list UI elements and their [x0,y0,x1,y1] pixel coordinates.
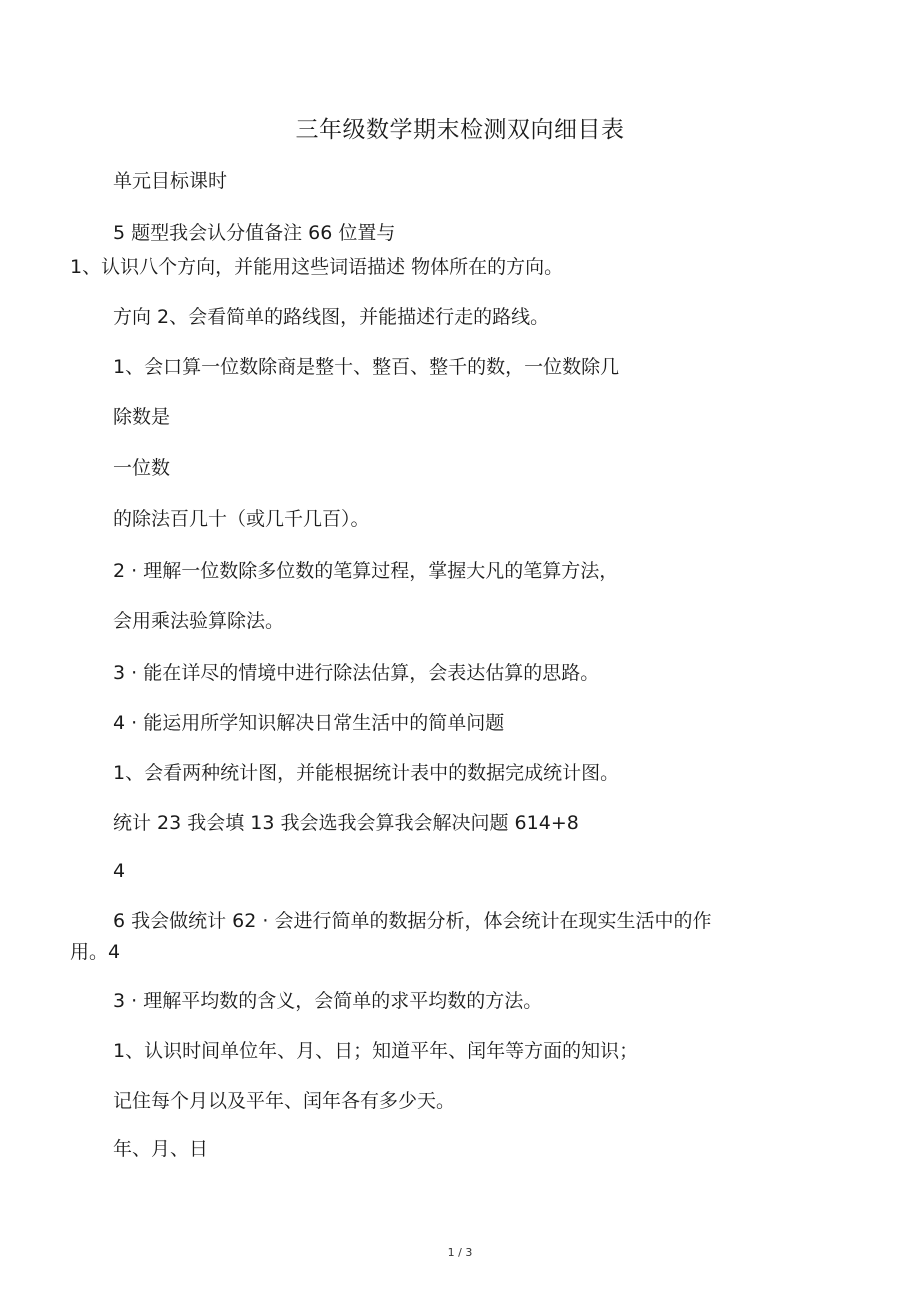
text-line: 1、会看两种统计图，并能根据统计表中的数据完成统计图。 [113,762,620,784]
document-title: 三年级数学期末检测双向细目表 [295,117,625,143]
text-line: 除数是 [113,406,171,428]
text-line: 单元目标课时 [113,170,228,192]
text-line: 方向 2、会看简单的路线图，并能描述行走的路线。 [113,306,550,328]
text-line: 1、认识八个方向，并能用这些词语描述 物体所在的方向。 [70,256,564,278]
text-line: 5 题型我会认分值备注 66 位置与 [113,222,396,244]
text-line: 3 · 能在详尽的情境中进行除法估算，会表达估算的思路。 [113,662,600,684]
text-line: 1、认识时间单位年、月、日；知道平年、闰年等方面的知识； [113,1040,639,1062]
text-line: 1、会口算一位数除商是整十、整百、整千的数，一位数除几 [113,356,620,378]
text-line: 记住每个月以及平年、闰年各有多少天。 [113,1090,456,1112]
text-line: 的除法百几十（或几千几百）。 [113,508,370,530]
text-line: 3 · 理解平均数的含义，会简单的求平均数的方法。 [113,990,543,1012]
text-line: 4 · 能运用所学知识解决日常生活中的简单问题 [113,712,505,734]
text-line: 会用乘法验算除法。 [113,610,285,632]
text-line: 6 我会做统计 62 · 会进行简单的数据分析，体会统计在现实生活中的作 [113,910,712,932]
text-line: 2 · 理解一位数除多位数的笔算过程，掌握大凡的笔算方法， [113,560,619,582]
text-line: 年、月、日 [113,1138,209,1160]
text-line: 用。4 [70,941,121,963]
text-line: 统计 23 我会填 13 我会选我会算我会解决问题 614+8 [113,812,579,834]
text-line: 一位数 [113,457,171,479]
text-line: 4 [113,860,126,882]
page-number: 1 / 3 [447,1246,473,1259]
